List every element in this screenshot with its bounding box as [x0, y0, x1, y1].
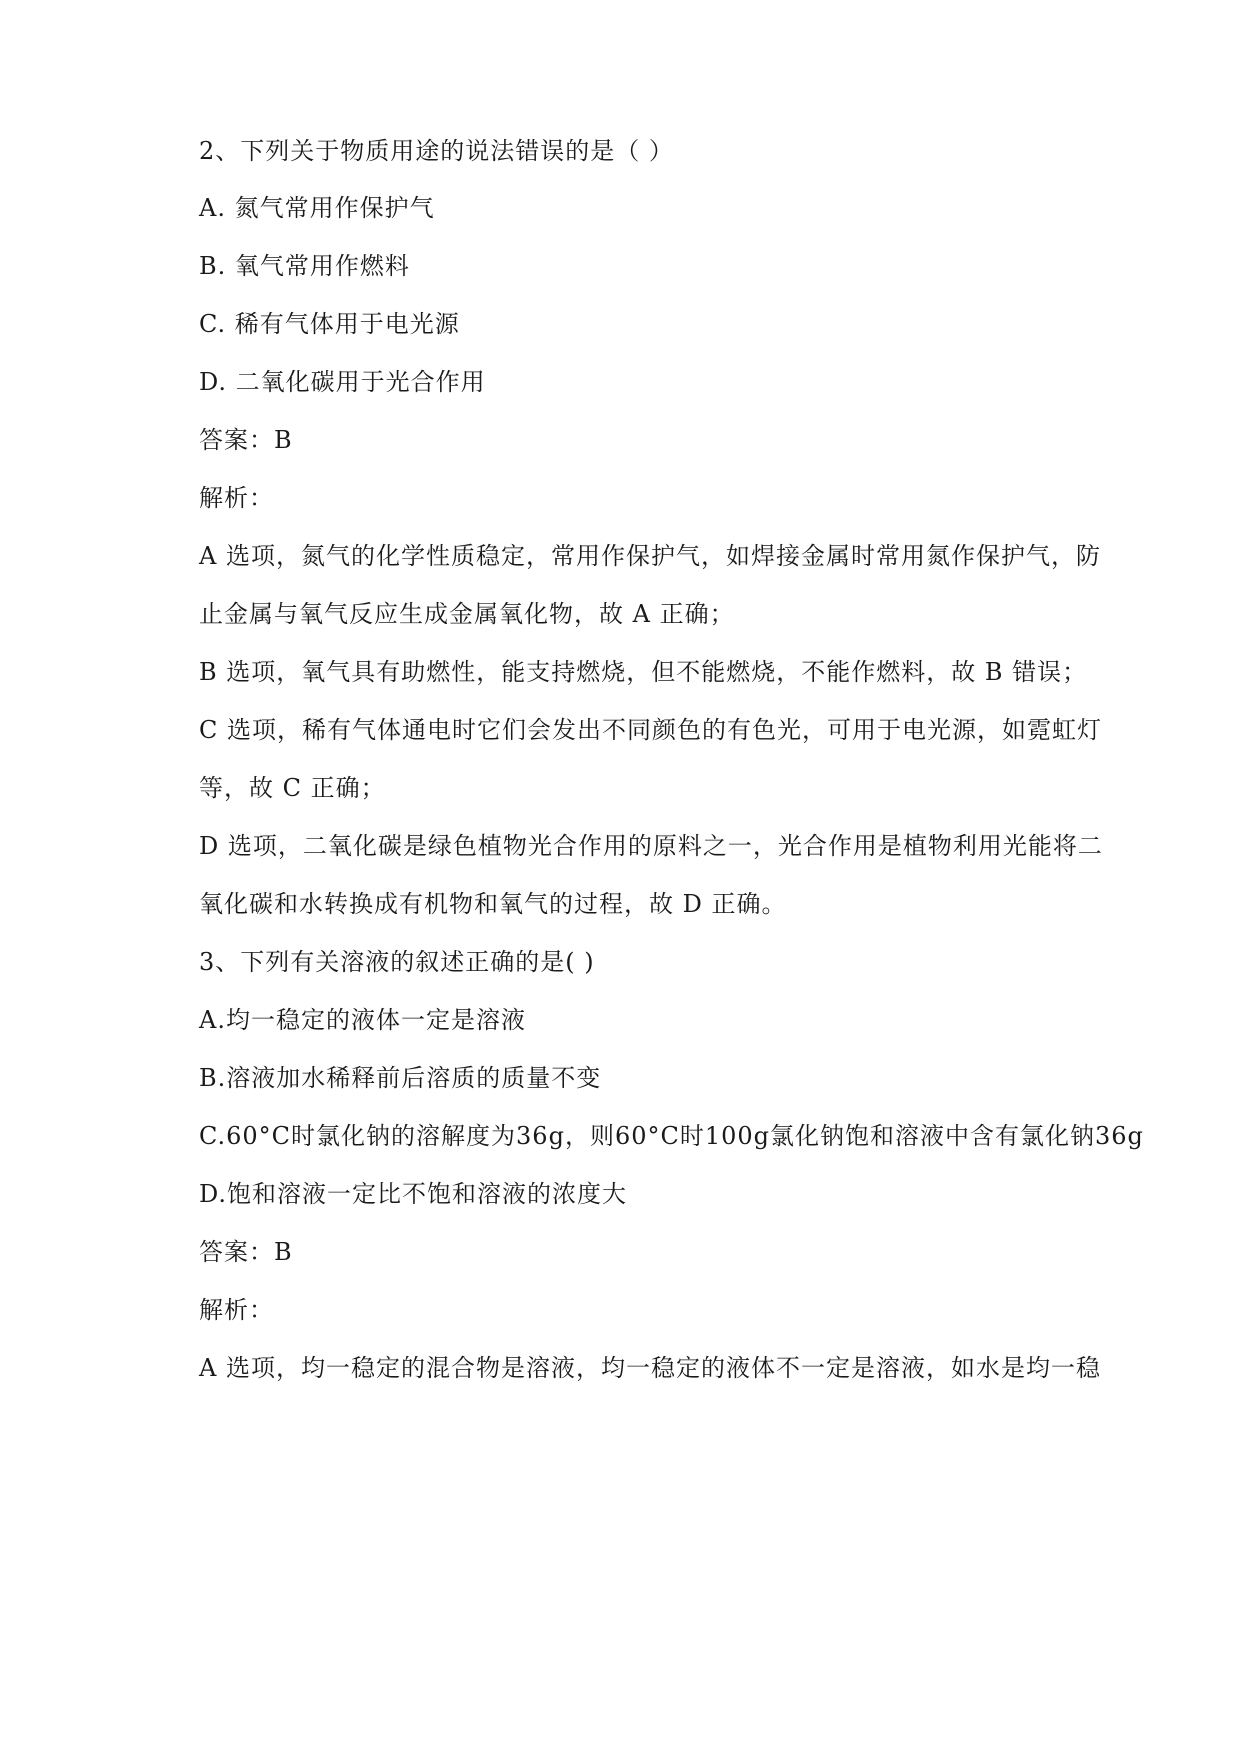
q2-analysis-line: A 选项，氮气的化学性质稳定，常用作保护气，如焊接金属时常用氮作保护气，防	[199, 542, 1101, 570]
q2-analysis-line: 等，故 C 正确；	[199, 774, 386, 802]
q3-option-b: B.溶液加水稀释前后溶质的质量不变	[199, 1064, 602, 1092]
q2-answer: 答案：B	[199, 426, 293, 454]
q3-analysis-label: 解析：	[199, 1296, 274, 1324]
q2-option-a: A. 氮气常用作保护气	[199, 194, 435, 222]
q2-analysis-line: B 选项，氧气具有助燃性，能支持燃烧，但不能燃烧，不能作燃料，故 B 错误；	[199, 658, 1088, 686]
q3-option-d: D.饱和溶液一定比不饱和溶液的浓度大	[199, 1180, 628, 1208]
q2-question: 2、下列关于物质用途的说法错误的是（ ）	[199, 137, 674, 165]
q2-option-d: D. 二氧化碳用于光合作用	[199, 368, 486, 396]
q2-analysis-line: 止金属与氧气反应生成金属氧化物，故 A 正确；	[199, 600, 735, 628]
q3-option-c: C.60°C时氯化钠的溶解度为36g，则60°C时100g氯化钠饱和溶液中含有氯化钠36g	[199, 1122, 1144, 1150]
q2-option-b: B. 氧气常用作燃料	[199, 252, 410, 280]
q2-option-c: C. 稀有气体用于电光源	[199, 310, 460, 338]
q3-option-a: A.均一稳定的液体一定是溶液	[199, 1006, 526, 1034]
q3-answer: 答案：B	[199, 1238, 293, 1266]
q3-analysis-line: A 选项，均一稳定的混合物是溶液，均一稳定的液体不一定是溶液，如水是均一稳	[199, 1354, 1101, 1382]
q2-analysis-label: 解析：	[199, 484, 274, 512]
q3-question: 3、下列有关溶液的叙述正确的是( )	[199, 948, 595, 976]
q2-analysis-line: 氧化碳和水转换成有机物和氧气的过程，故 D 正确。	[199, 890, 787, 918]
q2-analysis-line: D 选项，二氧化碳是绿色植物光合作用的原料之一，光合作用是植物利用光能将二	[199, 832, 1103, 860]
q2-analysis-line: C 选项，稀有气体通电时它们会发出不同颜色的有色光，可用于电光源，如霓虹灯	[199, 716, 1102, 744]
